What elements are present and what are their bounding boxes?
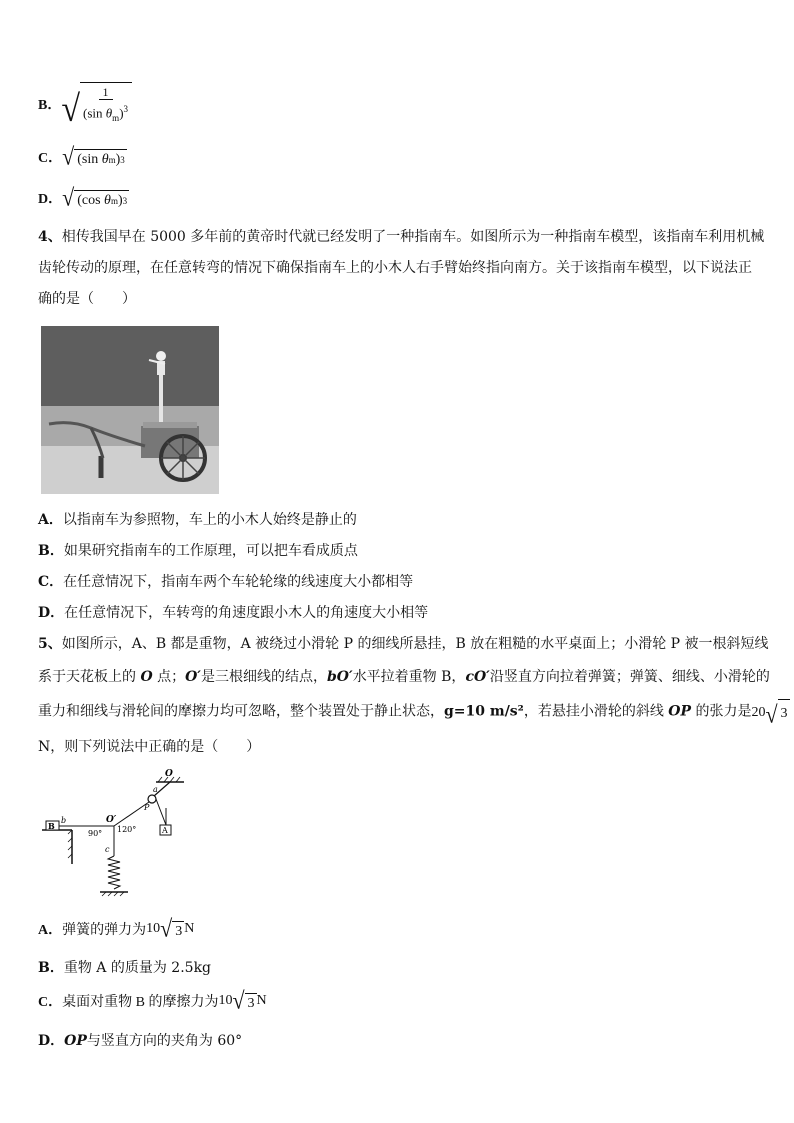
tension-value: 20 √ 3 xyxy=(751,700,788,729)
radical: √ ( cos θ m ) 3 xyxy=(62,183,128,212)
question-number: 4、 xyxy=(38,229,62,245)
q4-option-d: D．在任意情况下，车转弯的角速度跟小木人的角速度大小相等 xyxy=(38,605,429,621)
q4-line1: 4、相传我国早在 5000 多年前的黄帝时代就已经发明了一种指南车。如图所示为一种指南车模型，该指南车利用机械 xyxy=(38,229,765,245)
option-label: B． xyxy=(38,98,62,114)
option-b-prev xyxy=(38,82,132,130)
q5-option-b: B．重物 A 的质量为 2.5kg xyxy=(38,960,212,976)
q5-option-a: A． 弹簧的弹力为 10 √ 3 N xyxy=(38,914,195,943)
south-pointing-chariot-photo xyxy=(41,326,219,494)
q4-option-a: A．以指南车为参照物，车上的小木人始终是静止的 xyxy=(38,512,357,528)
label-P: P xyxy=(144,803,150,812)
spring xyxy=(108,856,120,889)
q4-option-c: C．在任意情况下，指南车两个车轮轮缘的线速度大小都相等 xyxy=(38,574,414,590)
option-label: D． xyxy=(38,192,63,207)
label-B: B xyxy=(48,821,55,831)
q5-line2: 系于天花板上的 O 点；O′是三根细线的结点，bO′水平拉着重物 B，cO′沿竖直方向拉着弹簧；弹簧、细线、小滑轮的 xyxy=(38,669,770,685)
q5-line4: N，则下列说法中正确的是（ ） xyxy=(38,739,261,755)
chariot-illustration xyxy=(41,326,219,494)
question-number: 5、 xyxy=(38,636,62,652)
q4-option-b: B．如果研究指南车的工作原理，可以把车看成质点 xyxy=(38,543,358,559)
q4-line2: 齿轮传动的原理，在任意转弯的情况下确保指南车上的小木人右手臂始终指向南方。关于该指南车模型，以下说法正 xyxy=(38,260,752,276)
q5-option-d: D．OP与竖直方向的夹角为 60° xyxy=(38,1033,243,1049)
q5-option-c: C． 桌面对重物 B 的摩擦力为 10 √ 3 N xyxy=(38,986,267,1015)
q5-line3: 重力和细线与滑轮间的摩擦力均可忽略，整个装置处于静止状态，g=10 m/s²，若悬挂小滑轮的斜线 OP 的张力是 20 √ 3 xyxy=(38,700,788,729)
label-A: A xyxy=(162,826,168,835)
option-d-prev xyxy=(38,183,129,212)
option-c-prev xyxy=(38,142,127,171)
radical: √ $\frac{1}{(\sin \theta_m)^3}$ xyxy=(61,82,132,127)
label-c: c xyxy=(105,845,110,854)
label-b: b xyxy=(61,816,67,825)
q5-line1: 5、如图所示，A、B 都是重物，A 被绕过小滑轮 P 的细线所悬挂，B 放在粗糙的水平桌面上；小滑轮 P 被一根斜短线 xyxy=(38,636,769,652)
option-label: C． xyxy=(38,151,63,166)
q4-line3: 确的是（ ） xyxy=(38,291,136,307)
pulley-diagram xyxy=(38,768,198,902)
label-angle-90: 90° xyxy=(88,829,103,838)
label-O-prime: O′ xyxy=(106,815,117,825)
label-angle-120: 120° xyxy=(117,825,137,834)
fraction: $\frac{1}{(\sin \theta_m)^3}$ xyxy=(83,85,129,123)
label-a: a xyxy=(153,785,158,794)
radical: √ ( sin θ m ) 3 xyxy=(62,142,125,171)
label-O: O xyxy=(165,769,173,779)
